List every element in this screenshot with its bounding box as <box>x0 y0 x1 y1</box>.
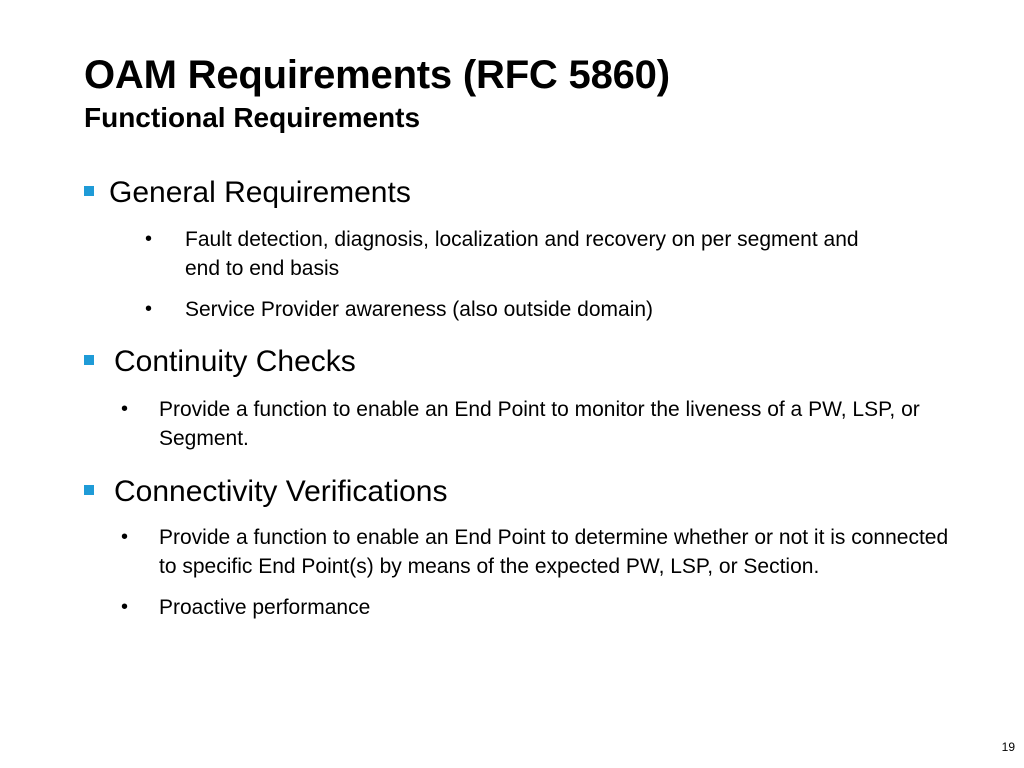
square-bullet-icon <box>84 355 94 365</box>
bullet-dot-icon: • <box>121 596 129 618</box>
section-heading-text: General Requirements <box>109 176 411 209</box>
list-item-text: Proactive performance <box>159 596 371 619</box>
list-item <box>84 395 959 453</box>
bullet-dot-icon: • <box>121 526 129 548</box>
list-item-text: Fault detection, diagnosis, localization and recovery on per segment and end to end basis <box>185 228 859 280</box>
list-item <box>84 295 865 324</box>
section-continuity-checks <box>84 344 984 453</box>
section-general-requirements <box>84 175 984 324</box>
bullet-dot-icon: • <box>145 298 153 320</box>
section-connectivity-verifications <box>84 474 984 622</box>
square-bullet-icon <box>84 186 94 196</box>
list-item-text: Provide a function to enable an End Point to monitor the liveness of a PW, LSP, or Segment. <box>159 398 920 450</box>
list-item <box>84 593 959 622</box>
slide-title: OAM Requirements (RFC 5860) <box>84 53 670 97</box>
list-item <box>84 523 959 581</box>
list-item-text: Service Provider awareness (also outside domain) <box>185 298 654 321</box>
list-item <box>84 225 865 283</box>
section-heading <box>84 474 984 510</box>
section-heading <box>84 175 984 211</box>
list-item-text: Provide a function to enable an End Point to determine whether or not it is connected to specific End Point(s) by means of the expected PW, LSP, or Section. <box>159 526 949 578</box>
page-number: 19 <box>1001 740 1015 754</box>
section-heading <box>84 344 984 380</box>
section-heading-text: Continuity Checks <box>114 345 356 378</box>
slide-subtitle: Functional Requirements <box>84 102 421 133</box>
bullet-dot-icon: • <box>145 228 153 250</box>
square-bullet-icon <box>84 485 94 495</box>
bullet-dot-icon: • <box>121 398 129 420</box>
section-heading-text: Connectivity Verifications <box>114 475 448 508</box>
